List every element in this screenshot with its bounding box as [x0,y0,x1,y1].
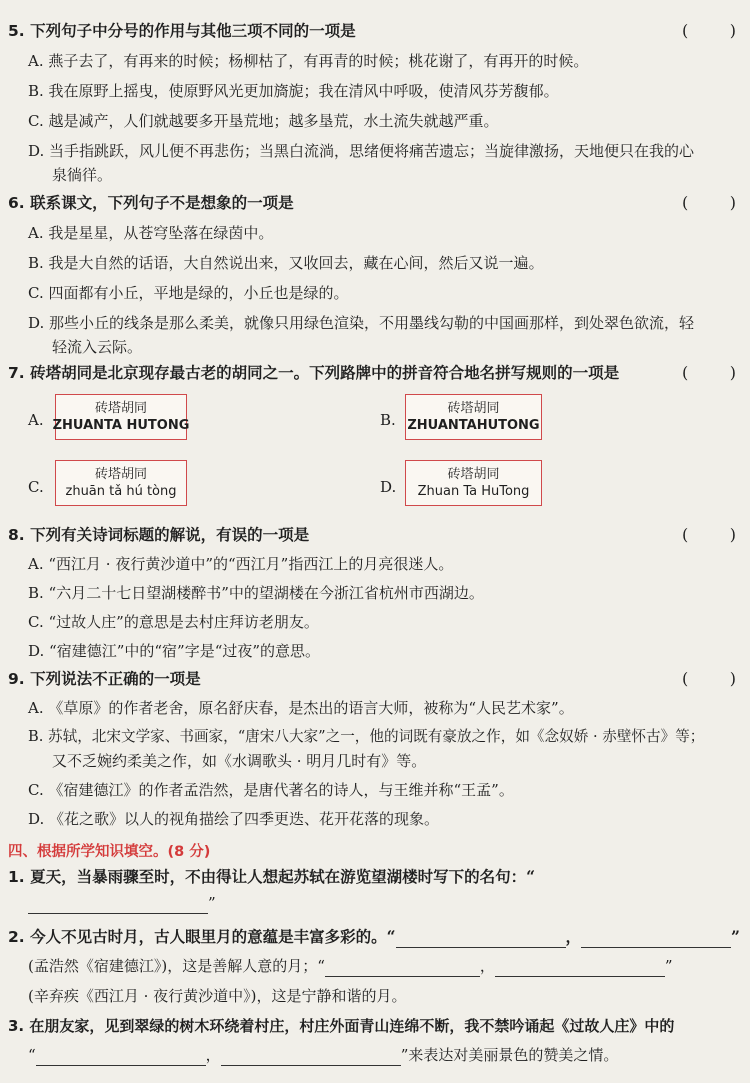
question-number: 5. [8,22,25,40]
fill-2-line-2: (孟浩然《宿建德江》)，这是善解人意的月；“ ， ” [28,957,673,975]
question-stem: 下列说法不正确的一项是 [30,669,201,688]
answer-blank[interactable] [396,931,566,948]
sign-pinyin: ZHUANTA HUTONG [52,417,190,433]
question-stem: 下列句子中分号的作用与其他三项不同的一项是 [30,21,356,40]
section-heading: 四、根据所学知识填空。(8 分) [8,844,211,860]
option-d-letter: D. [380,478,397,496]
answer-paren-9: ( ) [682,669,736,688]
answer-blank[interactable] [325,960,480,977]
option-d-continued: 轻流入云际。 [52,338,143,356]
sign-pinyin: ZHUANTAHUTONG [407,417,540,433]
sign-chinese: 砖塔胡同 [94,466,147,482]
answer-blank[interactable] [36,1049,206,1066]
option-b: B. 苏轼，北宋文学家、书画家，“唐宋八大家”之一，他的词既有豪放之作，如《念奴娇 · 赤壁怀古》等； [28,728,705,745]
option-d: D. 《花之歌》以人的视角描绘了四季更迭、花开花落的现象。 [28,810,440,828]
road-sign-option-a [52,394,190,440]
option-a-letter: A. [28,411,44,429]
option-b: B. 我在原野上摇曳，使原野风光更加旖旎；我在清风中呼吸，使清风芬芳馥郁。 [28,82,559,100]
fill-question-3 [8,1015,708,1037]
option-d: D. 那些小丘的线条是那么柔美，就像只用绿色渲染，不用墨线勾勒的中国画那样，到处翠色欲流，轻 [28,314,695,332]
sign-chinese: 砖塔胡同 [447,400,500,416]
question-number: 3. [8,1017,25,1035]
answer-paren-8: ( ) [682,525,736,544]
question-number: 8. [8,526,25,544]
question-number: 6. [8,194,25,212]
question-stem: 砖塔胡同是北京现存最古老的胡同之一。下列路牌中的拼音符合地名拼写规则的一项是 [30,363,620,382]
fill-2-line-3: (辛弃疾《西江月 · 夜行黄沙道中》)，这是宁静和谐的月。 [28,987,407,1005]
option-d-continued: 泉徜徉。 [52,166,113,184]
option-d: D. 当手指跳跃，风儿便不再悲伤；当黑白流淌，思绪便将痛苦遗忘；当旋律激扬，天地便只在我的心 [28,142,695,160]
question-number: 1. [8,868,25,886]
question-number: 2. [8,928,25,946]
option-b: B. “六月二十七日望湖楼醉书”中的望湖楼在今浙江省杭州市西湖边。 [28,584,484,602]
sign-pinyin: Zhuan Ta HuTong [417,483,530,499]
fill-1-answer-line: ” [28,892,216,914]
sign-chinese: 砖塔胡同 [94,400,147,416]
road-sign-option-d [405,460,542,506]
question-number: 9. [8,670,25,688]
answer-blank[interactable] [28,897,208,914]
option-c-letter: C. [28,478,44,496]
option-a: A. 燕子去了，有再来的时候；杨柳枯了，有再青的时候；桃花谢了，有再开的时候。 [28,52,589,70]
sign-pinyin: zhuān tǎ hú tòng [65,483,177,499]
answer-paren-7: ( ) [682,363,736,382]
option-a: A. 《草原》的作者老舍，原名舒庆春，是杰出的语言大师，被称为“人民艺术家”。 [28,699,574,717]
question-6 [8,192,708,214]
question-text: 夏天，当暴雨骤至时，不由得让人想起苏轼在游览望湖楼时写下的名句：“ [30,867,536,886]
question-stem: 联系课文，下列句子不是想象的一项是 [30,193,294,212]
answer-blank[interactable] [495,960,665,977]
option-a: A. “西江月 · 夜行黄沙道中”的“西江月”指西江上的月亮很迷人。 [28,555,454,573]
question-5 [8,20,708,42]
option-d: D. “宿建德江”中的“宿”字是“过夜”的意思。 [28,642,321,660]
option-b-continued: 又不乏婉约柔美之作，如《水调歌头 · 明月几时有》等。 [52,752,427,770]
sign-chinese: 砖塔胡同 [447,466,500,482]
question-text: 在朋友家，见到翠绿的树木环绕着村庄，村庄外面青山连绵不断，我不禁吟诵起《过故人庄》中的 [29,1017,675,1035]
question-7 [8,362,708,384]
fill-question-1 [8,866,708,888]
option-b: B. 我是大自然的话语，大自然说出来，又收回去，藏在心间，然后又说一遍。 [28,254,544,272]
fill-question-2: 2. 今人不见古时月，古人眼里月的意蕴是丰富多彩的。“ ， ” [8,927,740,946]
option-c: C. “过故人庄”的意思是去村庄拜访老朋友。 [28,613,319,631]
question-9 [8,668,708,690]
question-number: 7. [8,364,25,382]
option-b-letter: B. [380,411,396,429]
road-sign-option-c [55,460,187,506]
road-sign-option-b [405,394,542,440]
question-text: 今人不见古时月，古人眼里月的意蕴是丰富多彩的。“ [30,927,396,946]
answer-blank[interactable] [581,931,731,948]
fill-3-line-2: “ ， ”来表达对美丽景色的赞美之情。 [28,1046,619,1064]
question-stem: 下列有关诗词标题的解说，有误的一项是 [30,525,310,544]
question-8 [8,524,708,546]
option-c: C. 越是减产，人们就越要多开垦荒地；越多垦荒，水土流失就越严重。 [28,112,499,130]
option-a: A. 我是星星，从苍穹坠落在绿茵中。 [28,224,274,242]
answer-blank[interactable] [221,1049,401,1066]
option-c: C. 《宿建德江》的作者孟浩然，是唐代著名的诗人，与王维并称“王孟”。 [28,781,514,799]
answer-paren-5: ( ) [682,21,736,40]
option-c: C. 四面都有小丘，平地是绿的，小丘也是绿的。 [28,284,349,302]
answer-paren-6: ( ) [682,193,736,212]
